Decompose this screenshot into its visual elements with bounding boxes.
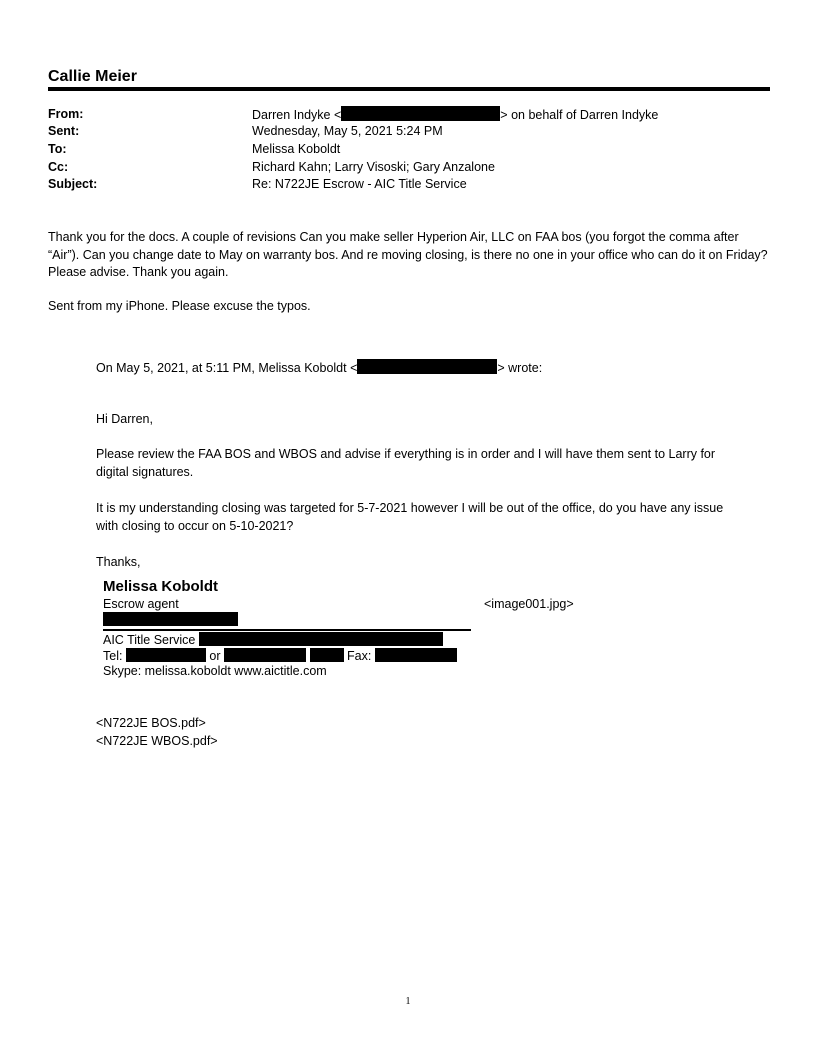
from-value-suffix: > on behalf of Darren Indyke — [500, 108, 659, 122]
redaction-box — [126, 648, 206, 662]
signature-phone-line — [103, 648, 457, 664]
from-label: From: — [48, 107, 84, 121]
to-value: Melissa Koboldt — [252, 142, 341, 156]
cc-label: Cc: — [48, 160, 69, 174]
redaction-box — [375, 648, 457, 662]
cc-value: Richard Kahn; Larry Visoski; Gary Anzalone — [252, 160, 495, 174]
sent-label: Sent: — [48, 124, 80, 138]
redaction-box — [103, 612, 238, 626]
body-paragraph: Sent from my iPhone. Please excuse the typos. — [48, 299, 311, 313]
signature-company-line — [103, 632, 443, 648]
subject-label: Subject: — [48, 177, 98, 191]
fax-label: Fax: — [347, 649, 372, 663]
signature-company: AIC Title Service — [103, 633, 196, 647]
quoted-signoff: Thanks, — [96, 555, 141, 569]
from-value-prefix: Darren Indyke < — [252, 108, 342, 122]
to-label: To: — [48, 142, 67, 156]
attachment-link[interactable]: <N722JE BOS.pdf> — [96, 716, 206, 730]
quoted-intro-suffix: > wrote: — [497, 361, 543, 375]
redaction-box — [357, 359, 497, 374]
image-placeholder: <image001.jpg> — [484, 597, 574, 611]
signature-title: Escrow agent — [103, 597, 179, 611]
quoted-intro-prefix: On May 5, 2021, at 5:11 PM, Melissa Koboldt < — [96, 361, 358, 375]
redaction-box — [341, 106, 500, 121]
redaction-box — [310, 648, 344, 662]
or-label: or — [209, 649, 221, 663]
redaction-box — [199, 632, 443, 646]
page-number: 1 — [405, 996, 411, 1007]
signature-skype-line: Skype: melissa.koboldt www.aictitle.com — [103, 664, 327, 678]
subject-value: Re: N722JE Escrow - AIC Title Service — [252, 177, 467, 191]
body-paragraph: Thank you for the docs. A couple of revisions Can you make seller Hyperion Air, LLC on FAA bos (you forgot the comma after “Air”). Can you change date to May on warranty bos. And re moving closing, is there no one in your office who can do it on Friday? Please advise. Thank you again. — [48, 230, 768, 279]
quoted-paragraph: Please review the FAA BOS and WBOS and advise if everything is in order and I will have them sent to Larry for digital signatures. — [96, 447, 716, 479]
document-header-name: Callie Meier — [48, 68, 137, 85]
attachment-link[interactable]: <N722JE WBOS.pdf> — [96, 734, 218, 748]
from-value — [252, 106, 658, 125]
tel-label: Tel: — [103, 649, 123, 663]
signature-divider — [103, 629, 471, 631]
signature-name: Melissa Koboldt — [103, 578, 219, 595]
quoted-intro — [96, 359, 736, 378]
redaction-box — [224, 648, 306, 662]
quoted-greeting: Hi Darren, — [96, 412, 153, 426]
header-divider — [48, 87, 770, 91]
sent-value: Wednesday, May 5, 2021 5:24 PM — [252, 124, 443, 138]
quoted-paragraph: It is my understanding closing was targeted for 5-7-2021 however I will be out of the office, do you have any issue with closing to occur on 5-10-2021? — [96, 501, 724, 533]
